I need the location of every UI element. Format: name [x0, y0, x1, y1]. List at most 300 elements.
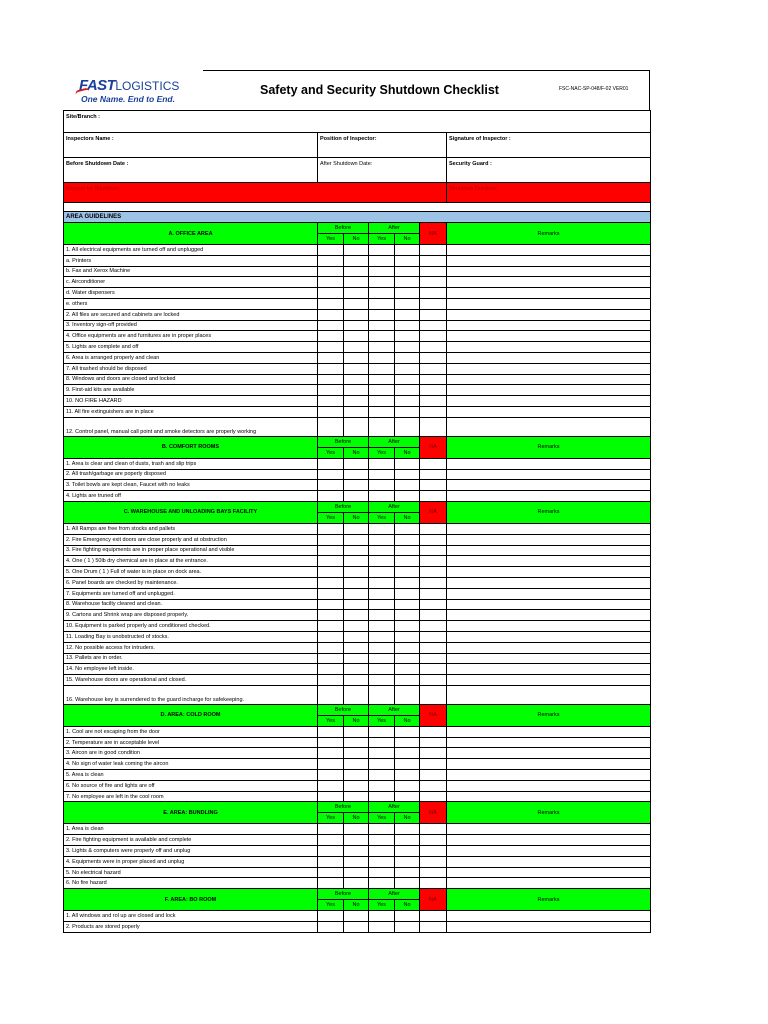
- after-yes-cell[interactable]: [369, 567, 395, 578]
- after-yes-cell[interactable]: [369, 288, 395, 299]
- before-no-cell[interactable]: [344, 878, 369, 889]
- before-yes-cell[interactable]: [318, 342, 344, 353]
- after-yes-cell[interactable]: [369, 791, 395, 802]
- after-no-cell[interactable]: [395, 791, 420, 802]
- after-no-cell[interactable]: [395, 748, 420, 759]
- remarks-cell[interactable]: [447, 748, 651, 759]
- before-no-cell[interactable]: [344, 824, 369, 835]
- site-branch-field[interactable]: Site/Branch :: [64, 111, 651, 133]
- after-yes-cell[interactable]: [369, 737, 395, 748]
- after-no-cell[interactable]: [395, 534, 420, 545]
- before-no-cell[interactable]: [344, 491, 369, 502]
- after-yes-cell[interactable]: [369, 588, 395, 599]
- na-cell[interactable]: [420, 458, 447, 469]
- na-cell[interactable]: [420, 342, 447, 353]
- before-date-field[interactable]: Before Shutdown Date :: [64, 158, 318, 183]
- remarks-cell[interactable]: [447, 770, 651, 781]
- na-cell[interactable]: [420, 491, 447, 502]
- remarks-cell[interactable]: [447, 780, 651, 791]
- remarks-cell[interactable]: [447, 621, 651, 632]
- na-cell[interactable]: [420, 363, 447, 374]
- before-yes-cell[interactable]: [318, 491, 344, 502]
- remarks-cell[interactable]: [447, 277, 651, 288]
- before-no-cell[interactable]: [344, 266, 369, 277]
- na-cell[interactable]: [420, 922, 447, 933]
- before-no-cell[interactable]: [344, 480, 369, 491]
- remarks-cell[interactable]: [447, 599, 651, 610]
- na-cell[interactable]: [420, 277, 447, 288]
- remarks-cell[interactable]: [447, 342, 651, 353]
- na-cell[interactable]: [420, 726, 447, 737]
- after-yes-cell[interactable]: [369, 878, 395, 889]
- before-no-cell[interactable]: [344, 567, 369, 578]
- after-no-cell[interactable]: [395, 331, 420, 342]
- before-no-cell[interactable]: [344, 631, 369, 642]
- after-no-cell[interactable]: [395, 610, 420, 621]
- after-yes-cell[interactable]: [369, 631, 395, 642]
- remarks-cell[interactable]: [447, 385, 651, 396]
- na-cell[interactable]: [420, 396, 447, 407]
- before-yes-cell[interactable]: [318, 331, 344, 342]
- before-no-cell[interactable]: [344, 309, 369, 320]
- after-no-cell[interactable]: [395, 342, 420, 353]
- after-yes-cell[interactable]: [369, 406, 395, 417]
- remarks-cell[interactable]: [447, 417, 651, 436]
- after-yes-cell[interactable]: [369, 331, 395, 342]
- after-no-cell[interactable]: [395, 406, 420, 417]
- after-no-cell[interactable]: [395, 352, 420, 363]
- after-no-cell[interactable]: [395, 675, 420, 686]
- after-yes-cell[interactable]: [369, 458, 395, 469]
- remarks-cell[interactable]: [447, 846, 651, 857]
- before-no-cell[interactable]: [344, 556, 369, 567]
- after-yes-cell[interactable]: [369, 824, 395, 835]
- before-yes-cell[interactable]: [318, 685, 344, 704]
- after-no-cell[interactable]: [395, 685, 420, 704]
- remarks-cell[interactable]: [447, 523, 651, 534]
- before-yes-cell[interactable]: [318, 748, 344, 759]
- after-no-cell[interactable]: [395, 556, 420, 567]
- na-cell[interactable]: [420, 255, 447, 266]
- before-yes-cell[interactable]: [318, 770, 344, 781]
- before-no-cell[interactable]: [344, 685, 369, 704]
- remarks-cell[interactable]: [447, 588, 651, 599]
- after-no-cell[interactable]: [395, 621, 420, 632]
- remarks-cell[interactable]: [447, 824, 651, 835]
- remarks-cell[interactable]: [447, 374, 651, 385]
- after-yes-cell[interactable]: [369, 664, 395, 675]
- na-cell[interactable]: [420, 642, 447, 653]
- na-cell[interactable]: [420, 856, 447, 867]
- before-yes-cell[interactable]: [318, 396, 344, 407]
- before-no-cell[interactable]: [344, 653, 369, 664]
- remarks-cell[interactable]: [447, 534, 651, 545]
- na-cell[interactable]: [420, 621, 447, 632]
- na-cell[interactable]: [420, 759, 447, 770]
- remarks-cell[interactable]: [447, 396, 651, 407]
- after-yes-cell[interactable]: [369, 523, 395, 534]
- before-no-cell[interactable]: [344, 737, 369, 748]
- after-no-cell[interactable]: [395, 277, 420, 288]
- after-no-cell[interactable]: [395, 309, 420, 320]
- after-yes-cell[interactable]: [369, 922, 395, 933]
- inspectors-name-field[interactable]: Inspectors Name :: [64, 133, 318, 158]
- na-cell[interactable]: [420, 298, 447, 309]
- after-yes-cell[interactable]: [369, 911, 395, 922]
- before-no-cell[interactable]: [344, 577, 369, 588]
- remarks-cell[interactable]: [447, 577, 651, 588]
- after-no-cell[interactable]: [395, 320, 420, 331]
- before-no-cell[interactable]: [344, 726, 369, 737]
- before-no-cell[interactable]: [344, 911, 369, 922]
- before-no-cell[interactable]: [344, 277, 369, 288]
- remarks-cell[interactable]: [447, 642, 651, 653]
- before-no-cell[interactable]: [344, 846, 369, 857]
- after-no-cell[interactable]: [395, 770, 420, 781]
- before-yes-cell[interactable]: [318, 835, 344, 846]
- after-no-cell[interactable]: [395, 469, 420, 480]
- after-no-cell[interactable]: [395, 266, 420, 277]
- after-no-cell[interactable]: [395, 780, 420, 791]
- na-cell[interactable]: [420, 567, 447, 578]
- na-cell[interactable]: [420, 911, 447, 922]
- after-no-cell[interactable]: [395, 545, 420, 556]
- after-no-cell[interactable]: [395, 567, 420, 578]
- after-no-cell[interactable]: [395, 846, 420, 857]
- remarks-cell[interactable]: [447, 320, 651, 331]
- before-no-cell[interactable]: [344, 288, 369, 299]
- before-yes-cell[interactable]: [318, 556, 344, 567]
- after-yes-cell[interactable]: [369, 277, 395, 288]
- remarks-cell[interactable]: [447, 298, 651, 309]
- after-yes-cell[interactable]: [369, 385, 395, 396]
- na-cell[interactable]: [420, 331, 447, 342]
- before-yes-cell[interactable]: [318, 245, 344, 256]
- remarks-cell[interactable]: [447, 491, 651, 502]
- before-no-cell[interactable]: [344, 523, 369, 534]
- after-yes-cell[interactable]: [369, 770, 395, 781]
- before-no-cell[interactable]: [344, 406, 369, 417]
- before-no-cell[interactable]: [344, 748, 369, 759]
- na-cell[interactable]: [420, 374, 447, 385]
- before-yes-cell[interactable]: [318, 846, 344, 857]
- before-yes-cell[interactable]: [318, 417, 344, 436]
- after-yes-cell[interactable]: [369, 491, 395, 502]
- na-cell[interactable]: [420, 417, 447, 436]
- after-no-cell[interactable]: [395, 363, 420, 374]
- after-yes-cell[interactable]: [369, 867, 395, 878]
- remarks-cell[interactable]: [447, 458, 651, 469]
- duration-field[interactable]: Shutdown Duration:: [447, 183, 651, 203]
- before-yes-cell[interactable]: [318, 642, 344, 653]
- before-yes-cell[interactable]: [318, 534, 344, 545]
- before-yes-cell[interactable]: [318, 653, 344, 664]
- before-no-cell[interactable]: [344, 835, 369, 846]
- before-yes-cell[interactable]: [318, 577, 344, 588]
- na-cell[interactable]: [420, 653, 447, 664]
- after-no-cell[interactable]: [395, 824, 420, 835]
- remarks-cell[interactable]: [447, 309, 651, 320]
- after-yes-cell[interactable]: [369, 266, 395, 277]
- remarks-cell[interactable]: [447, 245, 651, 256]
- after-no-cell[interactable]: [395, 911, 420, 922]
- before-no-cell[interactable]: [344, 534, 369, 545]
- before-yes-cell[interactable]: [318, 780, 344, 791]
- position-field[interactable]: Position of Inspector:: [318, 133, 447, 158]
- security-guard-field[interactable]: Security Guard :: [447, 158, 651, 183]
- after-yes-cell[interactable]: [369, 320, 395, 331]
- remarks-cell[interactable]: [447, 922, 651, 933]
- remarks-cell[interactable]: [447, 288, 651, 299]
- remarks-cell[interactable]: [447, 255, 651, 266]
- before-yes-cell[interactable]: [318, 352, 344, 363]
- na-cell[interactable]: [420, 266, 447, 277]
- remarks-cell[interactable]: [447, 867, 651, 878]
- na-cell[interactable]: [420, 588, 447, 599]
- before-no-cell[interactable]: [344, 396, 369, 407]
- after-no-cell[interactable]: [395, 759, 420, 770]
- na-cell[interactable]: [420, 867, 447, 878]
- before-no-cell[interactable]: [344, 342, 369, 353]
- before-yes-cell[interactable]: [318, 610, 344, 621]
- remarks-cell[interactable]: [447, 469, 651, 480]
- before-yes-cell[interactable]: [318, 759, 344, 770]
- after-yes-cell[interactable]: [369, 610, 395, 621]
- remarks-cell[interactable]: [447, 406, 651, 417]
- after-yes-cell[interactable]: [369, 856, 395, 867]
- before-yes-cell[interactable]: [318, 298, 344, 309]
- before-yes-cell[interactable]: [318, 480, 344, 491]
- remarks-cell[interactable]: [447, 856, 651, 867]
- after-yes-cell[interactable]: [369, 298, 395, 309]
- na-cell[interactable]: [420, 878, 447, 889]
- after-yes-cell[interactable]: [369, 726, 395, 737]
- after-yes-cell[interactable]: [369, 835, 395, 846]
- remarks-cell[interactable]: [447, 352, 651, 363]
- na-cell[interactable]: [420, 309, 447, 320]
- before-yes-cell[interactable]: [318, 363, 344, 374]
- after-no-cell[interactable]: [395, 642, 420, 653]
- na-cell[interactable]: [420, 846, 447, 857]
- reason-field[interactable]: Reason for Shutdown: [64, 183, 447, 203]
- before-no-cell[interactable]: [344, 856, 369, 867]
- after-date-field[interactable]: After Shutdown Date:: [318, 158, 447, 183]
- remarks-cell[interactable]: [447, 545, 651, 556]
- before-yes-cell[interactable]: [318, 266, 344, 277]
- after-yes-cell[interactable]: [369, 846, 395, 857]
- after-no-cell[interactable]: [395, 577, 420, 588]
- before-no-cell[interactable]: [344, 374, 369, 385]
- after-yes-cell[interactable]: [369, 577, 395, 588]
- before-yes-cell[interactable]: [318, 288, 344, 299]
- before-yes-cell[interactable]: [318, 255, 344, 266]
- after-no-cell[interactable]: [395, 374, 420, 385]
- na-cell[interactable]: [420, 385, 447, 396]
- before-no-cell[interactable]: [344, 588, 369, 599]
- remarks-cell[interactable]: [447, 631, 651, 642]
- na-cell[interactable]: [420, 469, 447, 480]
- after-no-cell[interactable]: [395, 288, 420, 299]
- after-no-cell[interactable]: [395, 737, 420, 748]
- remarks-cell[interactable]: [447, 835, 651, 846]
- after-no-cell[interactable]: [395, 385, 420, 396]
- after-yes-cell[interactable]: [369, 309, 395, 320]
- signature-field[interactable]: Signature of Inspector :: [447, 133, 651, 158]
- before-no-cell[interactable]: [344, 922, 369, 933]
- before-no-cell[interactable]: [344, 363, 369, 374]
- before-no-cell[interactable]: [344, 610, 369, 621]
- before-yes-cell[interactable]: [318, 385, 344, 396]
- remarks-cell[interactable]: [447, 737, 651, 748]
- before-no-cell[interactable]: [344, 791, 369, 802]
- after-yes-cell[interactable]: [369, 599, 395, 610]
- after-yes-cell[interactable]: [369, 255, 395, 266]
- before-yes-cell[interactable]: [318, 523, 344, 534]
- after-yes-cell[interactable]: [369, 374, 395, 385]
- before-no-cell[interactable]: [344, 352, 369, 363]
- after-yes-cell[interactable]: [369, 653, 395, 664]
- before-yes-cell[interactable]: [318, 545, 344, 556]
- after-no-cell[interactable]: [395, 835, 420, 846]
- remarks-cell[interactable]: [447, 610, 651, 621]
- before-yes-cell[interactable]: [318, 878, 344, 889]
- before-yes-cell[interactable]: [318, 277, 344, 288]
- after-no-cell[interactable]: [395, 878, 420, 889]
- na-cell[interactable]: [420, 664, 447, 675]
- remarks-cell[interactable]: [447, 331, 651, 342]
- na-cell[interactable]: [420, 770, 447, 781]
- after-yes-cell[interactable]: [369, 534, 395, 545]
- after-no-cell[interactable]: [395, 867, 420, 878]
- before-yes-cell[interactable]: [318, 824, 344, 835]
- after-no-cell[interactable]: [395, 664, 420, 675]
- remarks-cell[interactable]: [447, 675, 651, 686]
- remarks-cell[interactable]: [447, 653, 651, 664]
- before-yes-cell[interactable]: [318, 374, 344, 385]
- before-yes-cell[interactable]: [318, 309, 344, 320]
- before-yes-cell[interactable]: [318, 922, 344, 933]
- na-cell[interactable]: [420, 245, 447, 256]
- after-no-cell[interactable]: [395, 458, 420, 469]
- after-yes-cell[interactable]: [369, 396, 395, 407]
- before-yes-cell[interactable]: [318, 621, 344, 632]
- na-cell[interactable]: [420, 545, 447, 556]
- before-yes-cell[interactable]: [318, 737, 344, 748]
- before-no-cell[interactable]: [344, 255, 369, 266]
- na-cell[interactable]: [420, 320, 447, 331]
- before-yes-cell[interactable]: [318, 664, 344, 675]
- before-yes-cell[interactable]: [318, 867, 344, 878]
- after-yes-cell[interactable]: [369, 352, 395, 363]
- after-yes-cell[interactable]: [369, 685, 395, 704]
- before-no-cell[interactable]: [344, 469, 369, 480]
- na-cell[interactable]: [420, 523, 447, 534]
- na-cell[interactable]: [420, 480, 447, 491]
- na-cell[interactable]: [420, 824, 447, 835]
- before-yes-cell[interactable]: [318, 406, 344, 417]
- na-cell[interactable]: [420, 599, 447, 610]
- before-yes-cell[interactable]: [318, 567, 344, 578]
- na-cell[interactable]: [420, 534, 447, 545]
- before-yes-cell[interactable]: [318, 675, 344, 686]
- before-no-cell[interactable]: [344, 245, 369, 256]
- before-yes-cell[interactable]: [318, 911, 344, 922]
- na-cell[interactable]: [420, 352, 447, 363]
- after-no-cell[interactable]: [395, 631, 420, 642]
- after-yes-cell[interactable]: [369, 545, 395, 556]
- remarks-cell[interactable]: [447, 664, 651, 675]
- remarks-cell[interactable]: [447, 685, 651, 704]
- after-yes-cell[interactable]: [369, 480, 395, 491]
- after-yes-cell[interactable]: [369, 556, 395, 567]
- after-no-cell[interactable]: [395, 599, 420, 610]
- after-no-cell[interactable]: [395, 396, 420, 407]
- before-no-cell[interactable]: [344, 385, 369, 396]
- after-no-cell[interactable]: [395, 491, 420, 502]
- before-yes-cell[interactable]: [318, 599, 344, 610]
- remarks-cell[interactable]: [447, 759, 651, 770]
- after-no-cell[interactable]: [395, 298, 420, 309]
- before-yes-cell[interactable]: [318, 469, 344, 480]
- after-yes-cell[interactable]: [369, 780, 395, 791]
- after-no-cell[interactable]: [395, 523, 420, 534]
- before-yes-cell[interactable]: [318, 458, 344, 469]
- na-cell[interactable]: [420, 748, 447, 759]
- before-no-cell[interactable]: [344, 545, 369, 556]
- before-no-cell[interactable]: [344, 298, 369, 309]
- remarks-cell[interactable]: [447, 556, 651, 567]
- na-cell[interactable]: [420, 631, 447, 642]
- na-cell[interactable]: [420, 791, 447, 802]
- before-no-cell[interactable]: [344, 664, 369, 675]
- na-cell[interactable]: [420, 685, 447, 704]
- before-no-cell[interactable]: [344, 867, 369, 878]
- na-cell[interactable]: [420, 288, 447, 299]
- after-yes-cell[interactable]: [369, 621, 395, 632]
- before-no-cell[interactable]: [344, 675, 369, 686]
- before-no-cell[interactable]: [344, 621, 369, 632]
- after-no-cell[interactable]: [395, 480, 420, 491]
- remarks-cell[interactable]: [447, 911, 651, 922]
- before-no-cell[interactable]: [344, 331, 369, 342]
- before-yes-cell[interactable]: [318, 588, 344, 599]
- after-no-cell[interactable]: [395, 922, 420, 933]
- before-no-cell[interactable]: [344, 780, 369, 791]
- before-no-cell[interactable]: [344, 759, 369, 770]
- after-no-cell[interactable]: [395, 245, 420, 256]
- remarks-cell[interactable]: [447, 266, 651, 277]
- na-cell[interactable]: [420, 406, 447, 417]
- after-yes-cell[interactable]: [369, 642, 395, 653]
- before-yes-cell[interactable]: [318, 726, 344, 737]
- after-yes-cell[interactable]: [369, 417, 395, 436]
- before-yes-cell[interactable]: [318, 320, 344, 331]
- before-yes-cell[interactable]: [318, 791, 344, 802]
- na-cell[interactable]: [420, 556, 447, 567]
- remarks-cell[interactable]: [447, 791, 651, 802]
- before-yes-cell[interactable]: [318, 631, 344, 642]
- after-yes-cell[interactable]: [369, 469, 395, 480]
- before-no-cell[interactable]: [344, 642, 369, 653]
- after-yes-cell[interactable]: [369, 245, 395, 256]
- remarks-cell[interactable]: [447, 480, 651, 491]
- remarks-cell[interactable]: [447, 363, 651, 374]
- after-no-cell[interactable]: [395, 417, 420, 436]
- remarks-cell[interactable]: [447, 567, 651, 578]
- after-yes-cell[interactable]: [369, 748, 395, 759]
- after-no-cell[interactable]: [395, 588, 420, 599]
- before-no-cell[interactable]: [344, 320, 369, 331]
